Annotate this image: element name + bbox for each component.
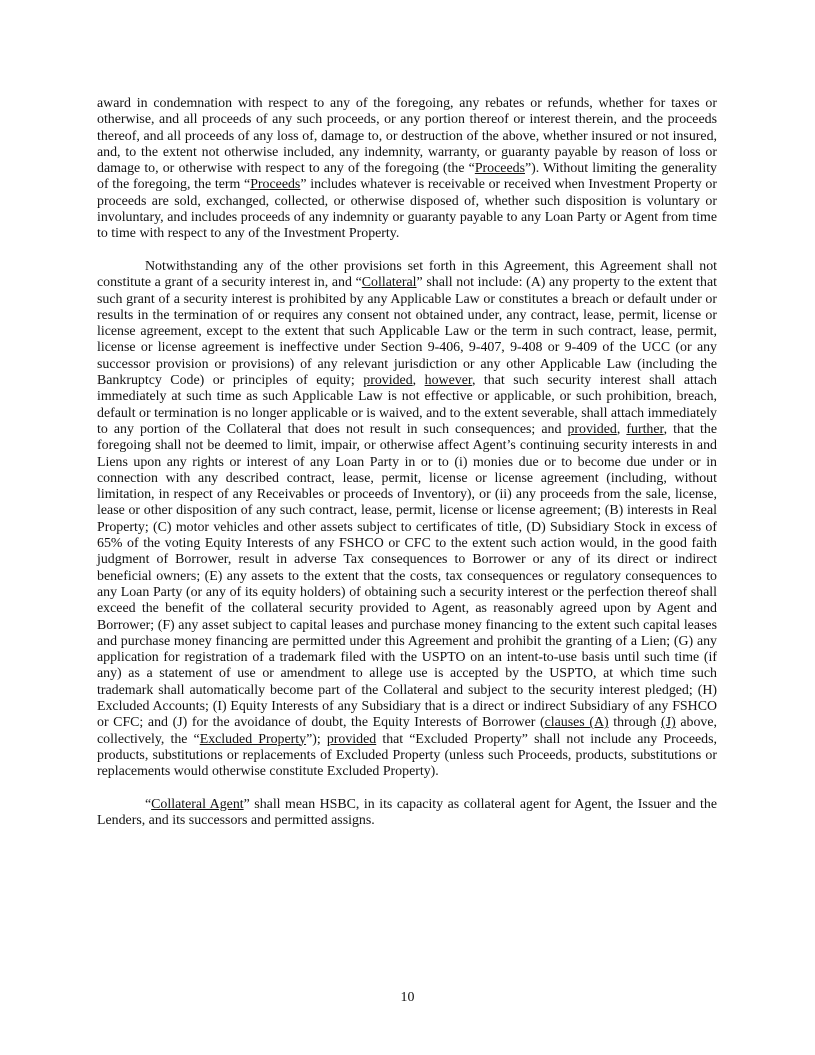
defined-term-proceeds: Proceeds [474,161,525,177]
term-clauses-a: clauses (A) [544,715,609,731]
term-provided: provided [363,373,413,389]
term-provided-3: provided [326,731,377,747]
document-body [97,96,717,846]
term-clause-j: (J) [661,715,676,731]
proceeds-paragraph: award in condemnation with respect to any of the foregoing, any rebates or refunds, whether for taxes or otherwise, and all proceeds of any such proceeds, or any portion thereof or interest therein, and the proceeds thereof, and all proceeds of any loss of, damage to, or destruction of the above, whether insured or not insured, and, to the extent not otherwise included, any indemnity, warranty, or guaranty payable by reason of loss or damage to, or otherwise with respect to any of the foregoing (the “Proceeds”). Without limiting the generality of the foregoing, the term “Proceeds” includes whatever is receivable or received when Investment Property or proceeds are sold, exchanged, collected, or otherwise disposed of, whether such disposition is voluntary or involuntary, and includes proceeds of any indemnity or guaranty payable to any Loan Party or Agent from time to time with respect to any of the Investment Property. [97,96,717,242]
defined-term-collateral-agent: Collateral Agent [151,796,244,812]
term-provided-2: provided [567,421,617,437]
page-number: 10 [400,990,415,1005]
defined-term-excluded-property: Excluded Property [199,731,307,747]
defined-term-collateral: Collateral [361,275,417,291]
term-however: however [424,373,472,389]
collateral-agent-paragraph: “Collateral Agent” shall mean HSBC, in its capacity as collateral agent for Agent, the Issuer and the Lenders, and its successors and permitted assigns. [97,796,718,829]
collateral-exclusions-paragraph: Notwithstanding any of the other provisions set forth in this Agreement, this Agreement shall not constitute a grant of a security interest in, and “Collateral” shall not include: (A) any property to the extent that such grant of a security interest is prohibited by any Applicable Law or constitutes a breach or default under or results in the termination of or requires any consent not obtained under, any contract, lease, permit, license or license agreement, except to the extent that such Applicable Law or the term in such contract, lease, permit, license or license agreement is ineffective under Section 9-406, 9-407, 9-408 or 9-409 of the UCC (or any successor provision or provisions) of any relevant jurisdiction or any other Applicable Law (including the Bankruptcy Code) or principles of equity; provided, however, that such security interest shall attach immediately at such time as such Applicable Law is not effective or applicable, or such prohibition, breach, default or termination is no longer applicable or is waived, and to the extent severable, shall attach immediately to any portion of the Collateral that does not result in such consequences; and provided, further, that the foregoing shall not be deemed to limit, impair, or otherwise affect Agent’s continuing security interests in and Liens upon any rights or interest of any Loan Party in or to (i) monies due or to become due under or in connection with any described contract, lease, permit, license or license agreement (including, without limitation, in respect of any Receivables or proceeds of Inventory), or (ii) any proceeds from the sale, license, lease or other disposition of any such contract, lease, permit, license or license agreement; (B) interests in Real Property; (C) motor vehicles and other assets subject to certificates of title, (D) Subsidiary Stock in excess of 65% of the voting Equity Interests of any FSHCO or CFC to the extent such action would, in the good faith judgment of Borrower, result in adverse Tax consequences to Borrower or any of its direct or indirect beneficial owners; (E) any assets to the extent that the costs, tax consequences or regulatory consequences to any Loan Party (or any of its equity holders) of obtaining such a security interest or the perfection thereof shall exceed the benefit of the collateral security provided to Agent, as reasonably agreed upon by Agent and Borrower; (F) any asset subject to capital leases and purchase money financing to the extent such capital leases and purchase money financing are permitted under this Agreement and prohibit the granting of a Lien; (G) any application for registration of a trademark filed with the USPTO on an intent-to-use basis until such time (if any) as a statement of use or amendment to allege use is accepted by the USPTO, at which time such trademark shall automatically become part of the Collateral and subject to the security interest pledged; (H) Excluded Accounts; (I) Equity Interests of any Subsidiary that is a direct or indirect Subsidiary of any FSHCO or CFC; and (J) for the avoidance of doubt, the Equity Interests of Borrower (clauses (A) through (J) above, collectively, the “Excluded Property”); provided that “Excluded Property” shall not include any Proceeds, products, substitutions or replacements of Excluded Property (unless such Proceeds, products, substitutions or replacements would otherwise constitute Excluded Property). [97,258,717,780]
term-further: further [626,421,664,437]
defined-term-proceeds-2: Proceeds [250,177,301,193]
